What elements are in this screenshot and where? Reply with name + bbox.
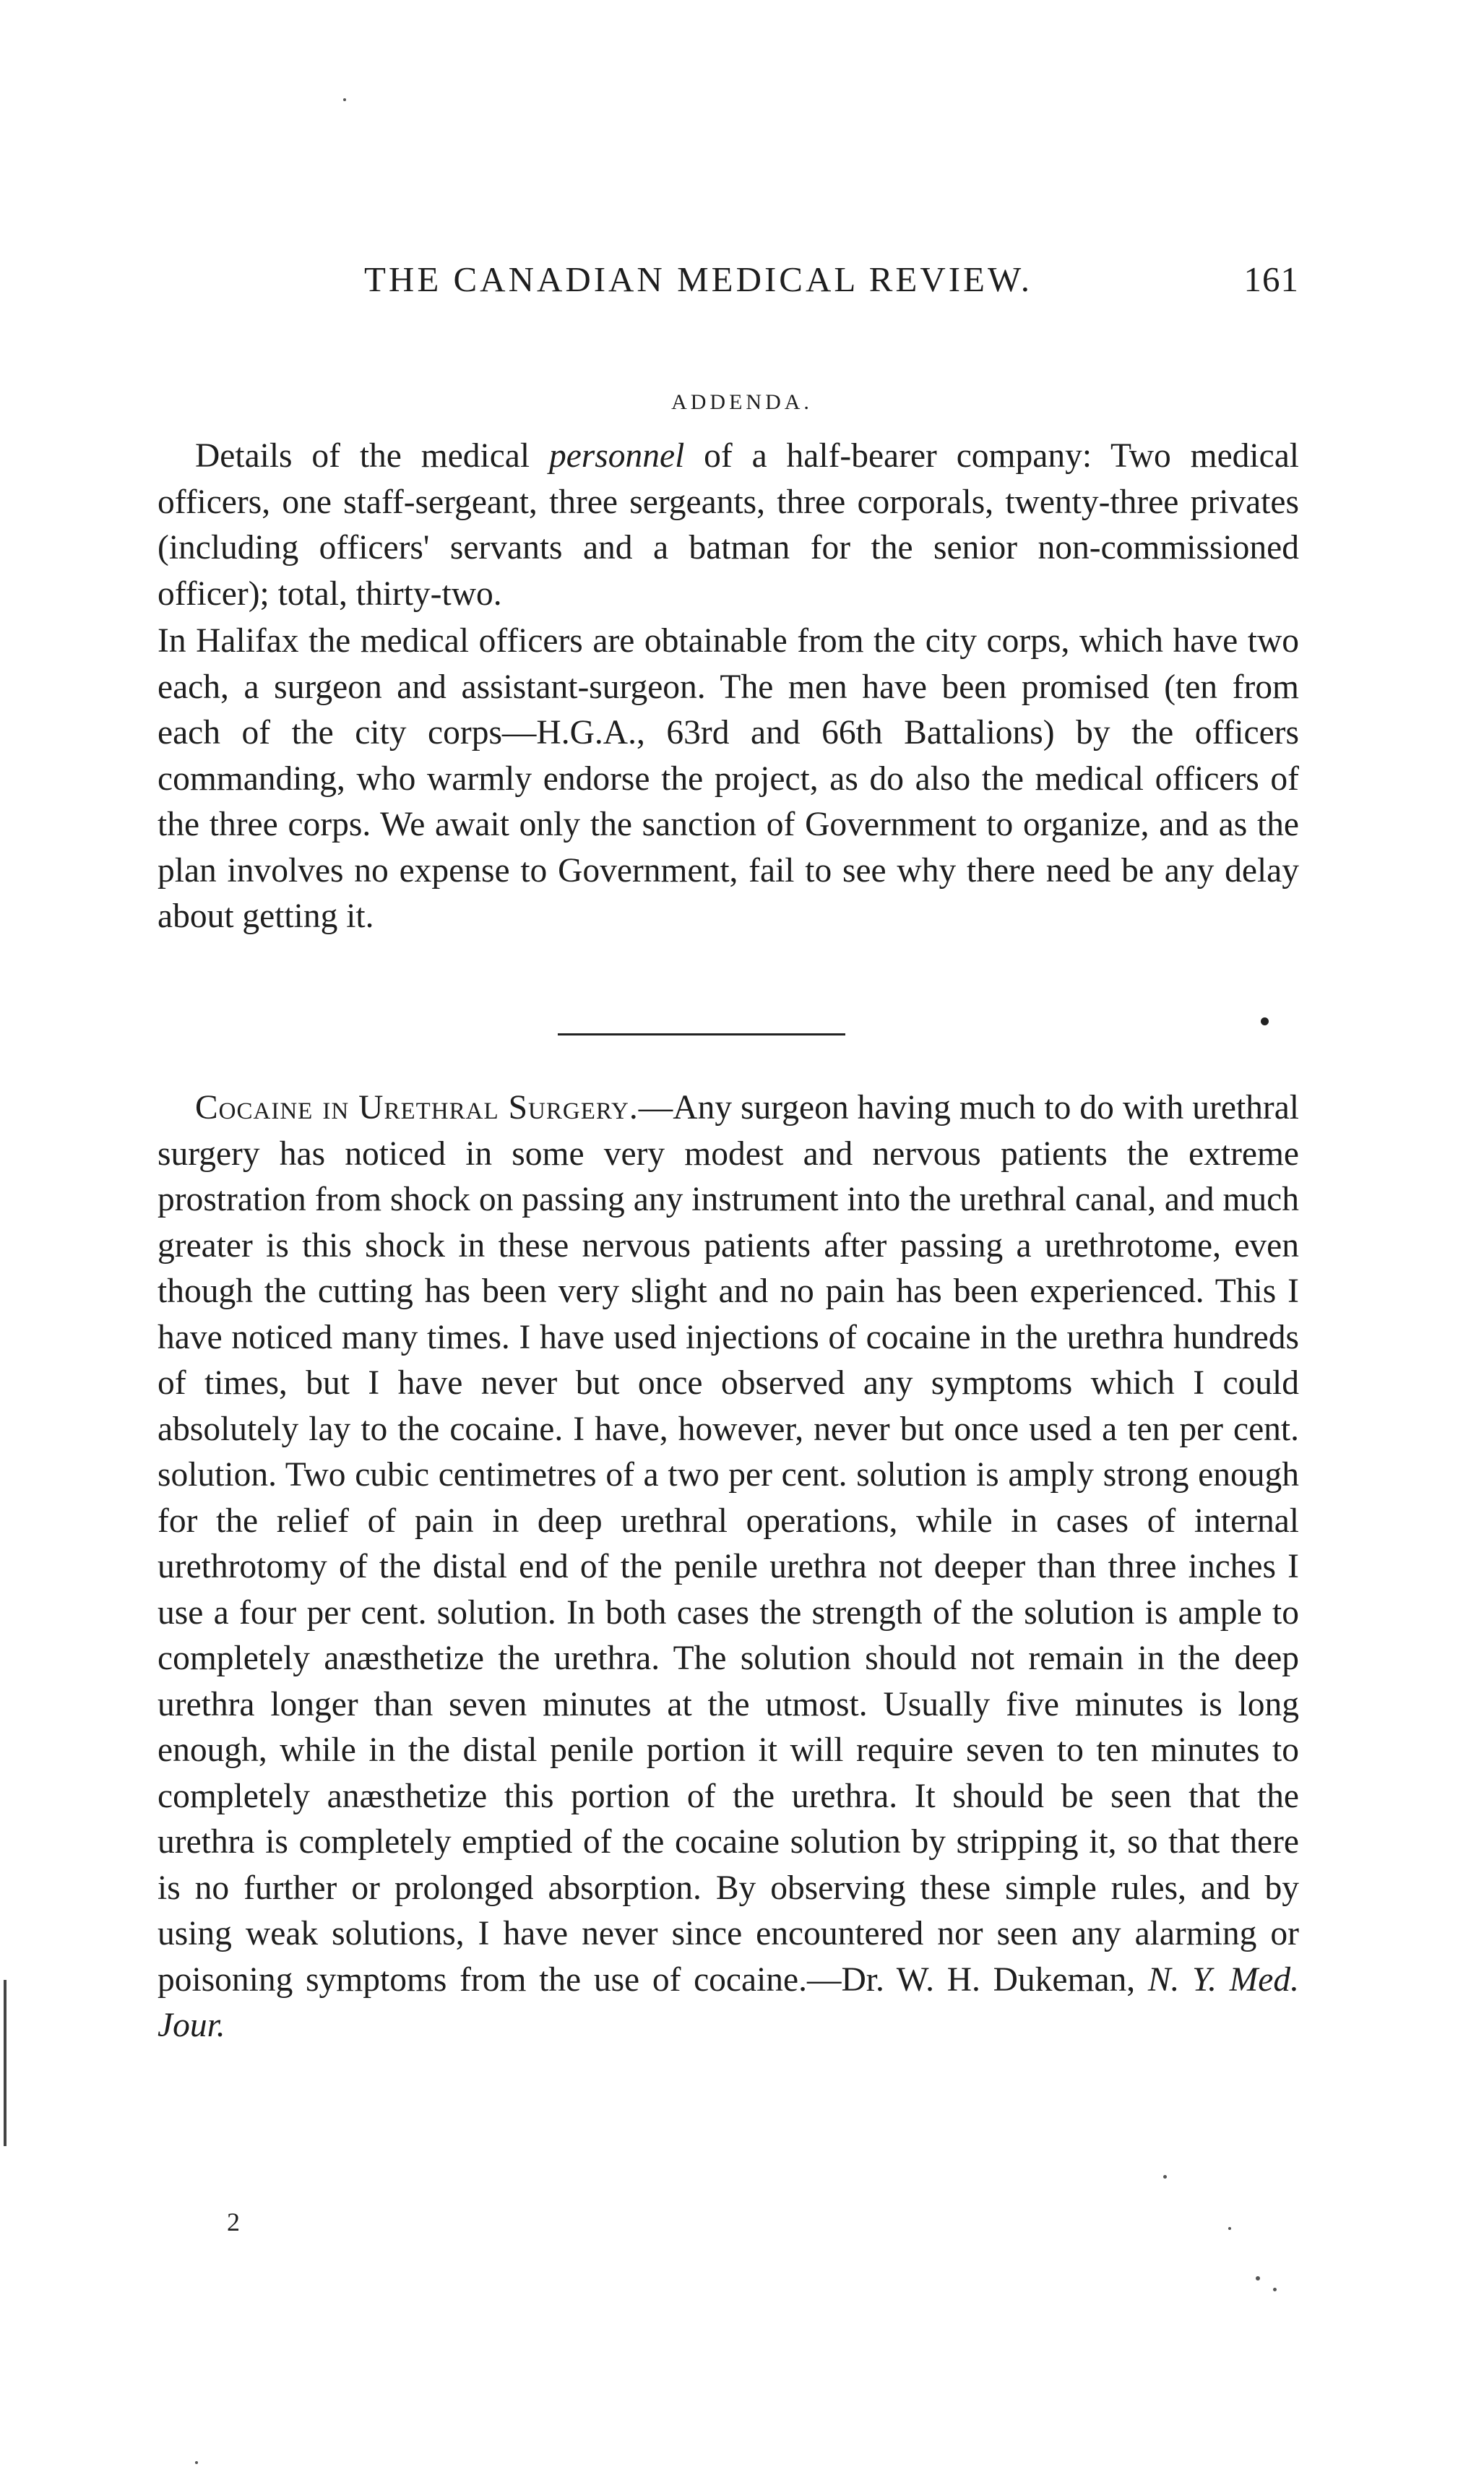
article-source: N. Y. Med. Jour. (158, 1960, 1299, 2044)
page-number: 161 (1243, 259, 1299, 299)
running-title: THE CANADIAN MEDICAL REVIEW. (364, 259, 1032, 299)
article-title: Cocaine in Urethral Surgery. (195, 1089, 639, 1127)
section-divider (558, 1033, 845, 1035)
addenda-paragraph-1 (158, 434, 1299, 617)
scan-speck (1228, 2227, 1231, 2230)
scan-speck (1256, 2276, 1260, 2281)
scan-edge-mark (4, 1980, 7, 2146)
article-paragraph (158, 1085, 1299, 2049)
article-body: —Any surgeon having much to do with urethral surgery has noticed in some very modest and nervous patients the extreme prostration from shock on passing any instrument into the urethral canal, and much greater is this shock in these nervous patients after passing a urethrotome, even though the cutting has been very slight and no pain has been experienced. This I have noticed many times. I have used injections of cocaine in the urethra hundreds of times, but I have never but once observed any symptoms which I could absolutely lay to the cocaine. I have, however, never but once used a ten per cent. solution. Two cubic centimetres of a two per cent. solution is amply strong enough for the relief of pain in deep urethral operations, while in cases of internal urethrotomy of the distal end of the penile urethra not deeper than three inches I use a four per cent. solution. In both cases the strength of the solution is ample to completely anæsthetize the urethra. The solution should not remain in the deep urethra longer than seven minutes at the utmost. Usually five minutes is long enough, while in the distal penile portion it will require seven to ten minutes to completely anæsthetize this portion of the urethra. It should be seen that the urethra is completely emptied of the cocaine solution by stripping it, so that there is no further or prolonged absorption. By observing these simple rules, and by using weak solutions, I have never since encountered nor seen any alarming or poisoning symptoms from the use of cocaine.—Dr. W. H. Dukeman, (158, 1089, 1299, 1999)
addenda-paragraph-2: In Halifax the medical officers are obtainable from the city corps, which have two each, a surgeon and assistant-surgeon. The men have been promised (ten from each of the city corps—H.G.A., 63rd and 66th Battalions) by the officers commanding, who warmly endorse the project, as do also the medical officers of the three corps. We await only the sanction of Government to organize, and as the plan involves no expense to Government, fail to see why there need be any delay about getting it. (158, 622, 1299, 935)
signature-mark: 2 (227, 2208, 240, 2236)
personnel-italic: personnel (548, 437, 685, 475)
scan-speck (343, 98, 346, 101)
addenda-heading: ADDENDA. (671, 390, 813, 414)
addenda-paragraph-1-start: Details of the medical (195, 437, 549, 475)
page-header (158, 259, 1299, 309)
scan-speck (195, 2461, 198, 2464)
scan-speck (1163, 2175, 1167, 2179)
bullet-mark (1261, 1017, 1269, 1025)
addenda-paragraph-1-end: of a half-bearer company: Two medical officers, one staff-sergeant, three sergeants, three corporals, twenty-three privates (including officers' servants and a batman for the senior non-commissioned officer); total, thirty-two. (158, 437, 1299, 613)
scan-speck (1273, 2288, 1277, 2291)
